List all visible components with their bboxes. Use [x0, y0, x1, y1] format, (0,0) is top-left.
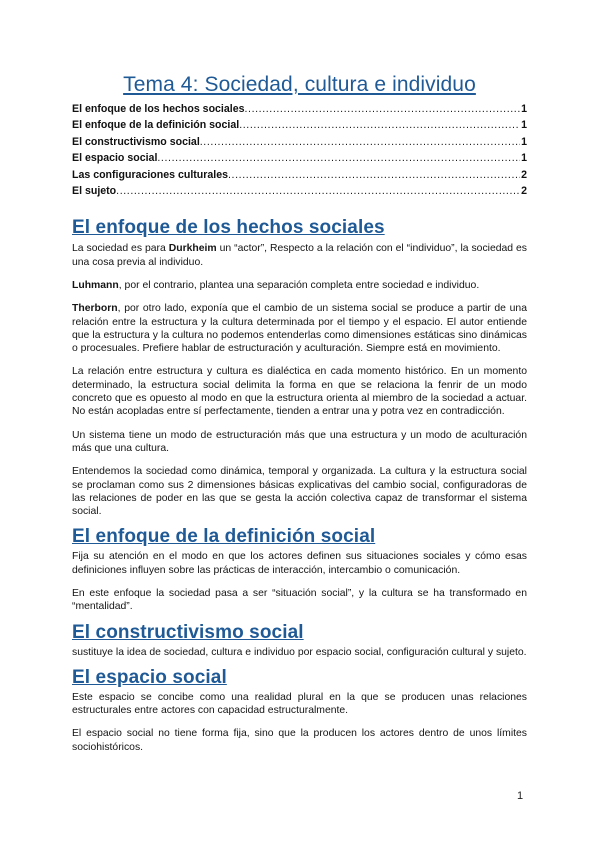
toc-leader-dots: [239, 117, 520, 133]
toc-entry-page: 1: [521, 103, 527, 115]
toc-entry[interactable]: [72, 167, 527, 183]
toc-entry-page: 1: [521, 135, 527, 148]
paragraph: [72, 242, 527, 269]
table-of-contents: [72, 101, 527, 199]
section-heading-definicion-social: El enfoque de la definición social: [72, 526, 376, 548]
text-run: La sociedad es para: [72, 243, 169, 255]
section-heading-constructivismo-social: El constructivismo social: [72, 621, 304, 643]
document-title: Tema 4: Sociedad, cultura e individuo: [123, 73, 476, 96]
toc-leader-dots: [116, 183, 520, 199]
toc-entry[interactable]: [72, 183, 527, 199]
section-heading-espacio-social: El espacio social: [72, 666, 227, 688]
paragraph: Entendemos la sociedad como dinámica, temporal y organizada. La cultura y la estructura social se proclaman como sus 2 dimensiones básicas explicativas del cambio social, configuradoras de las relaciones de poder en las que se gesta la acción colectiva capaz de transformar el sistema social.: [72, 466, 527, 518]
toc-entry-label: El enfoque de la definición social: [72, 119, 240, 132]
toc-entry[interactable]: [72, 101, 527, 117]
toc-leader-dots: [228, 167, 520, 183]
paragraph: Fija su atención en el modo en que los actores definen sus situaciones sociales y cómo esas definiciones influyen sobre las prácticas de interacción, intercambio o comunicación.: [72, 551, 527, 576]
paragraph: [72, 302, 527, 355]
toc-entry-page: 2: [521, 168, 527, 181]
page-number: 1: [517, 790, 524, 802]
toc-entry-label: El espacio social: [72, 152, 158, 165]
toc-entry[interactable]: [72, 117, 527, 133]
toc-entry-label: El sujeto: [72, 184, 117, 197]
toc-leader-dots: [157, 150, 520, 166]
document-page: [72, 72, 527, 754]
toc-leader-dots: [245, 101, 521, 117]
paragraph: En este enfoque la sociedad pasa a ser “situación social”, y la cultura se ha transformado en “mentalidad”.: [72, 587, 527, 613]
paragraph: sustituye la idea de sociedad, cultura e individuo por espacio social, configuración cultural y sujeto.: [72, 646, 527, 658]
author-name: Luhmann: [72, 279, 119, 291]
text-run: , por otro lado, exponía que el cambio de un sistema social se produce a partir de una relación entre la estructura y la cultura determinada por el tiempo y el espacio. El autor entiende que la estructura y la cultura no podemos entenderlas como dimensiones estáticas sino dinámicas o procesuales. Prefiere hablar de estructuración y aculturación. Siempre está en movimiento.: [72, 303, 527, 355]
text-run: un “actor”, Respecto a la relación con el “individuo”, la sociedad es una cosa previa al individuo.: [72, 243, 528, 268]
paragraph: El espacio social no tiene forma fija, sino que la producen los actores dentro de unos límites sociohistóricos.: [72, 728, 527, 753]
toc-entry[interactable]: [72, 150, 527, 166]
toc-entry-page: 1: [521, 152, 527, 165]
paragraph: Este espacio se concibe como una realidad plural en la que se producen unas relaciones estructurales entre actores con capacidad estructuralmente.: [72, 691, 527, 717]
section-heading-hechos-sociales: El enfoque de los hechos sociales: [72, 217, 385, 239]
author-name: Therborn: [72, 303, 118, 315]
toc-entry-page: 1: [521, 119, 527, 132]
paragraph: Un sistema tiene un modo de estructuración más que una estructura y un modo de aculturación más que una cultura.: [72, 429, 527, 454]
author-name: Durkheim: [168, 243, 217, 255]
toc-entry-label: El enfoque de los hechos sociales: [72, 103, 245, 115]
toc-entry-label: El constructivismo social: [72, 135, 200, 148]
toc-entry[interactable]: [72, 134, 527, 150]
toc-leader-dots: [200, 134, 520, 150]
text-run: , por el contrario, plantea una separación completa entre sociedad e individuo.: [118, 279, 480, 291]
paragraph: [72, 279, 527, 292]
toc-entry-page: 2: [521, 184, 527, 197]
toc-entry-label: Las configuraciones culturales: [72, 168, 229, 181]
paragraph: La relación entre estructura y cultura es dialéctica en cada momento histórico. En un momento determinado, la estructura social delimita la forma en que se relaciona la fenrir de un modo concreto que es opuesto al modo en que la estructura orienta al miembro de la sociedad a actuar. No están acopladas entre sí perfectamente, tienden a entrar una y potra vez en contradicción.: [72, 366, 527, 418]
